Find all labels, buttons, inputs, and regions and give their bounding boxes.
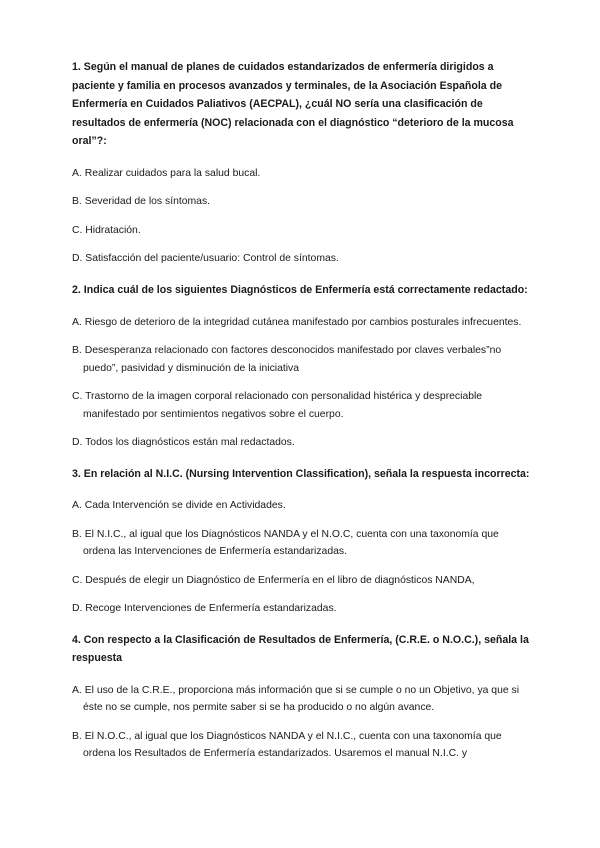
question-2: 2. Indica cuál de los siguientes Diagnósticos de Enfermería está correctamente redactado: <box>72 283 528 296</box>
question-2-option-c: C. Trastorno de la imagen corporal relacionado con personalidad histérica y despreciable manifestado por sentimientos negativos sobre el cuerpo. <box>72 391 483 420</box>
question-3-option-a: A. Cada Intervención se divide en Actividades. <box>72 500 286 512</box>
question-3: 3. En relación al N.I.C. (Nursing Intervention Classification), señala la respuesta incorrecta: <box>72 467 530 480</box>
question-2-option-a: A. Riesgo de deterioro de la integridad cutánea manifestado por cambios posturales infrecuentes. <box>72 316 522 328</box>
question-4-option-a: A. El uso de la C.R.E., proporciona más información que si se cumple o no un Objetivo, ya que si éste no se cumple, nos permite saber si se ha producido o no algún avance. <box>72 684 520 714</box>
question-3-option-c: C. Después de elegir un Diagnóstico de Enfermería en el libro de diagnósticos NANDA, <box>72 574 475 586</box>
question-2-option-d: D. Todos los diagnósticos están mal redactados. <box>72 437 295 449</box>
question-4-option-b: B. El N.O.C., al igual que los Diagnósticos NANDA y el N.I.C., cuenta con una taxonomía que ordena los Resultados de Enfermería estandarizados. Usaremos el manual N.I.C. y <box>72 730 502 760</box>
question-1-option-a: A. Realizar cuidados para la salud bucal. <box>72 167 261 179</box>
question-2-option-b: B. Desesperanza relacionado con factores desconocidos manifestado por claves verbales”no puedo”, pasividad y disminución de la iniciativa <box>72 345 502 374</box>
question-3-option-d: D. Recoge Intervenciones de Enfermería estandarizadas. <box>72 603 337 615</box>
question-1-option-c: C. Hidratación. <box>72 224 141 236</box>
document-page <box>72 58 530 763</box>
question-3-option-b: B. El N.I.C., al igual que los Diagnósticos NANDA y el N.O.C, cuenta con una taxonomía que ordena las Intervenciones de Enfermería estandarizadas. <box>72 528 499 558</box>
question-1-option-d: D. Satisfacción del paciente/usuario: Control de síntomas. <box>72 253 339 265</box>
question-1-option-b: B. Severidad de los síntomas. <box>72 196 211 208</box>
question-1: 1. Según el manual de planes de cuidados estandarizados de enfermería dirigidos a paciente y familia en procesos avanzados y terminales, de la Asociación Española de Enfermería en Cuidados Paliativos (AECPAL), ¿cuál NO sería una clasificación de resultados de enfermería (NOC) relacionada con el diagnóstico “deterioro de la mucosa oral”?: <box>72 61 514 148</box>
question-4: 4. Con respecto a la Clasificación de Resultados de Enfermería, (C.R.E. o N.O.C.), señala la respuesta <box>72 633 529 665</box>
